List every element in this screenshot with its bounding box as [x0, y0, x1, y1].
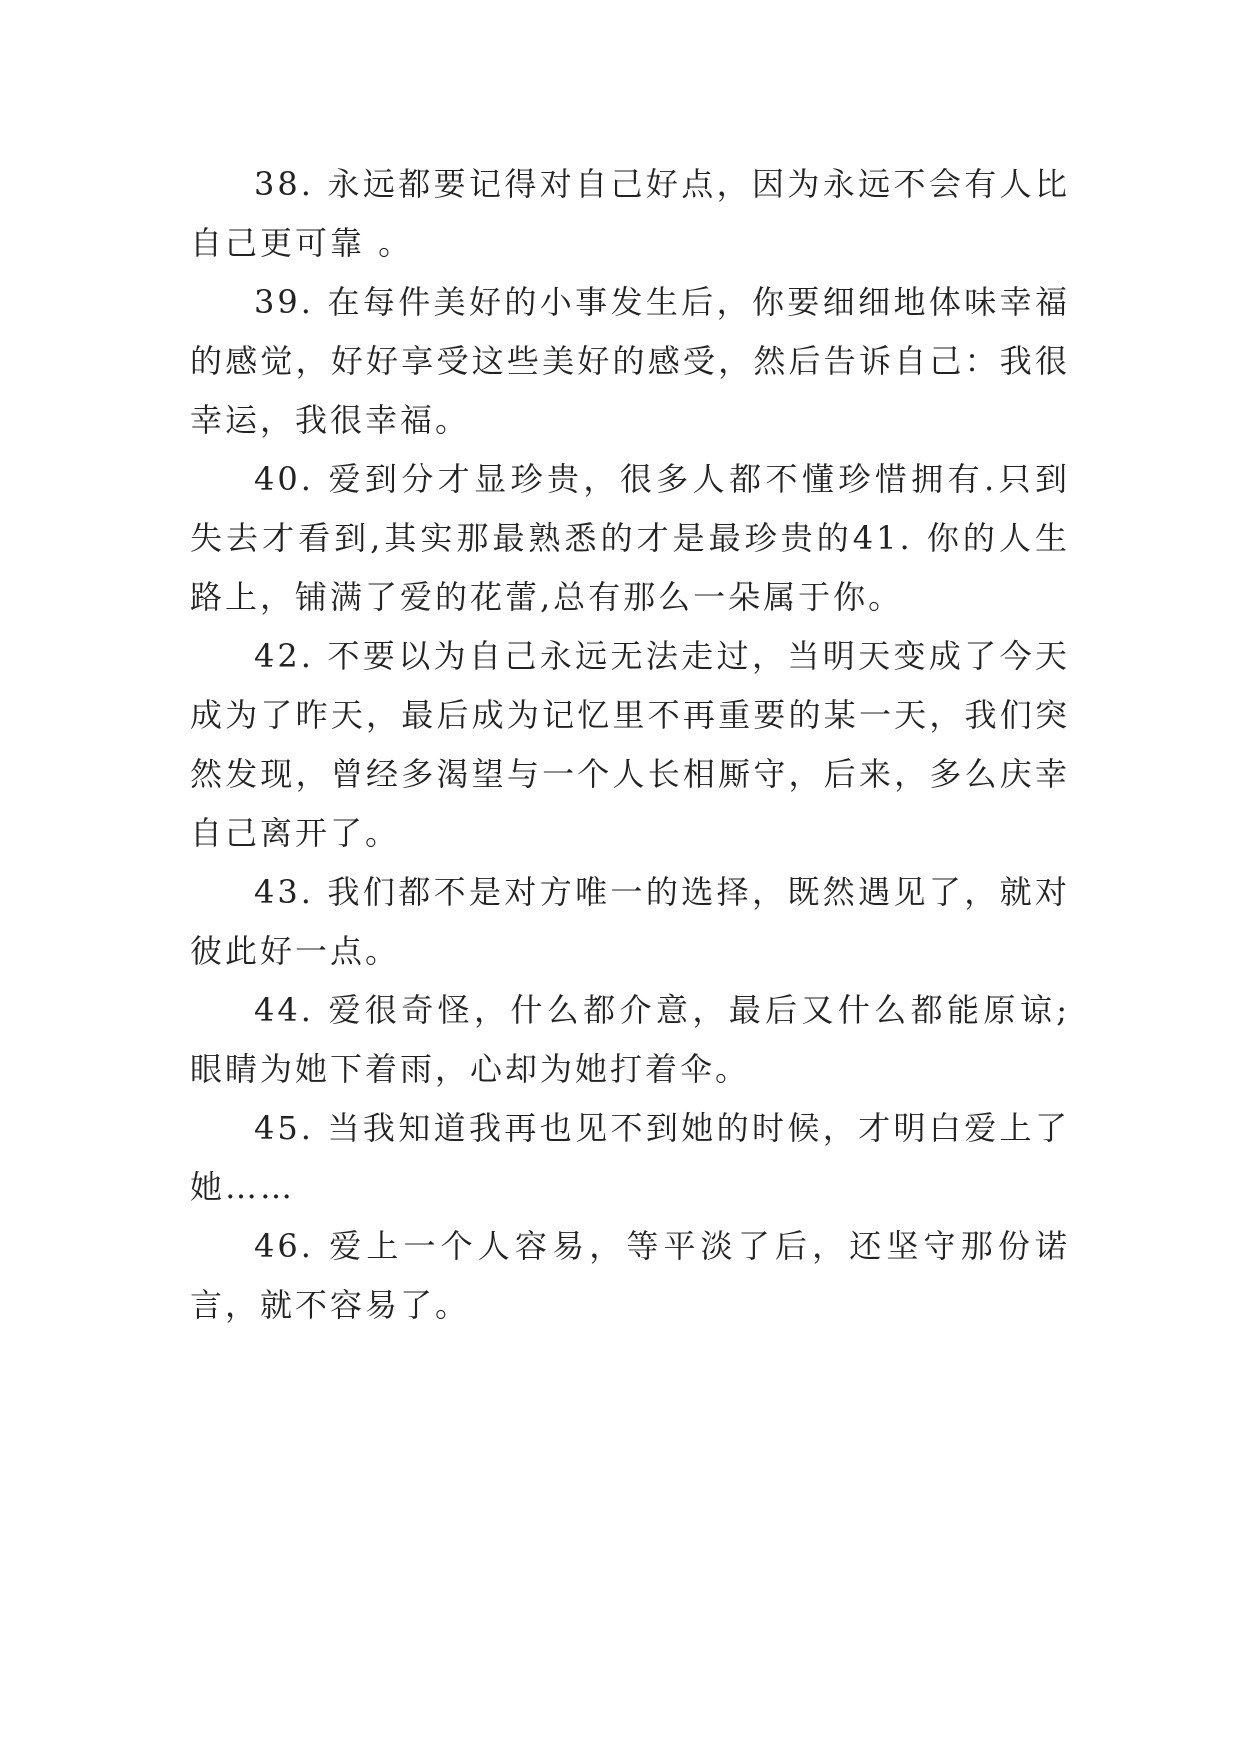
paragraph-42: 42. 不要以为自己永远无法走过，当明天变成了今天成为了昨天，最后成为记忆里不再重要的某一天，我们突然发现，曾经多渴望与一个人长相厮守，后来，多么庆幸自己离开了。: [190, 637, 1070, 852]
paragraph-39: 39. 在每件美好的小事发生后，你要细细地体味幸福的感觉，好好享受这些美好的感受，然后告诉自己：我很幸运，我很幸福。: [190, 283, 1070, 439]
paragraph-38: 38. 永远都要记得对自己好点，因为永远不会有人比自己更可靠 。: [190, 165, 1070, 262]
paragraph-40: 40. 爱到分才显珍贵，很多人都不懂珍惜拥有.只到失去才看到,其实那最熟悉的才是最珍贵的41. 你的人生路上，铺满了爱的花蕾,总有那么一朵属于你。: [190, 460, 1070, 616]
paragraph-46: 46. 爱上一个人容易，等平淡了后，还坚守那份诺言，就不容易了。: [190, 1227, 1070, 1324]
paragraph-44: 44. 爱很奇怪，什么都介意，最后又什么都能原谅;眼睛为她下着雨，心却为她打着伞。: [190, 991, 1070, 1088]
document-body: [190, 155, 1070, 1335]
paragraph-43: 43. 我们都不是对方唯一的选择，既然遇见了，就对彼此好一点。: [190, 873, 1070, 970]
paragraph-45: 45. 当我知道我再也见不到她的时候，才明白爱上了她……: [190, 1109, 1070, 1206]
